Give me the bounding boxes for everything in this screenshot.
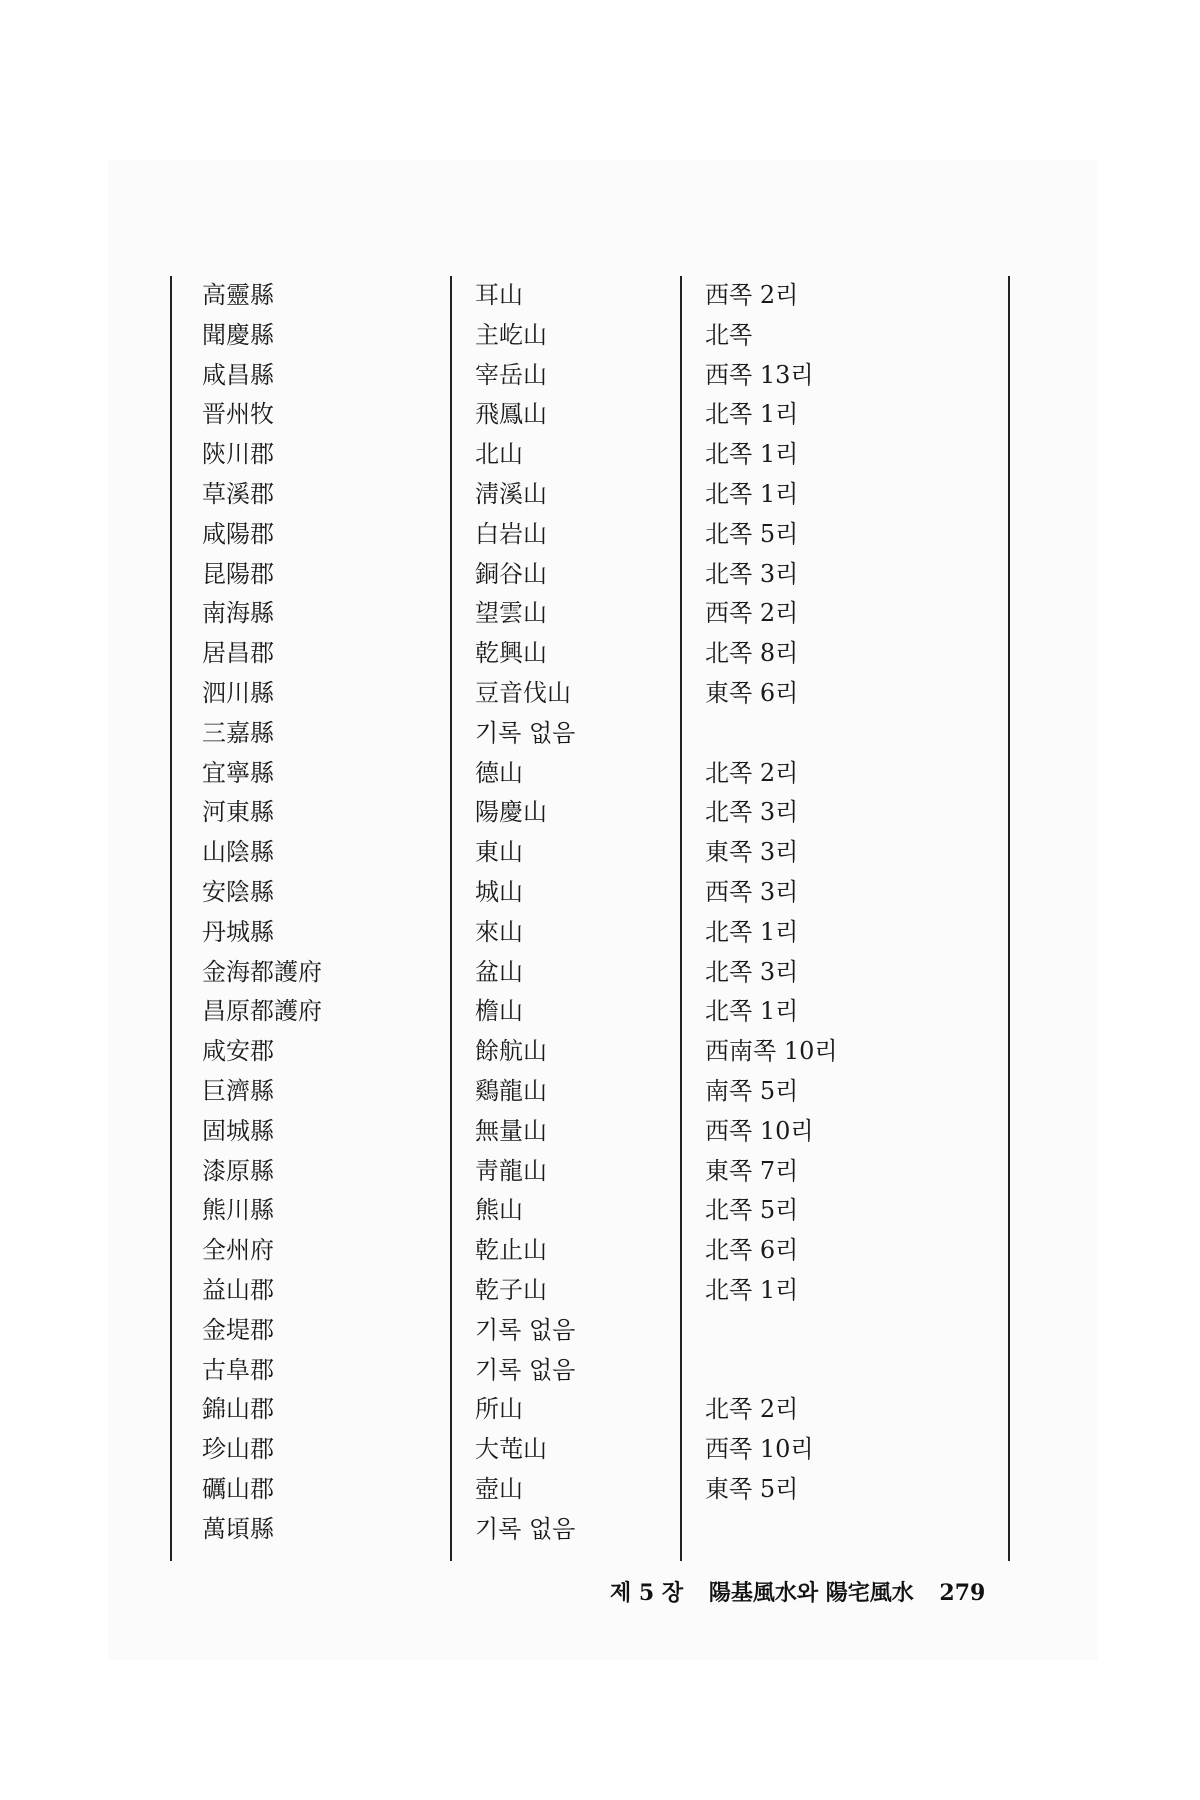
mountain-cell: 耳山: [475, 281, 523, 309]
county-cell: 居昌郡: [202, 639, 274, 668]
mountain-cell: 所山: [475, 1395, 523, 1424]
table-row: [170, 356, 1010, 396]
county-cell: 宜寧縣: [202, 758, 274, 787]
mountain-cell: 餘航山: [475, 1037, 547, 1066]
direction-cell: 北쪽 6리: [705, 1236, 799, 1265]
table-row: [170, 276, 1010, 316]
county-cell: 固城縣: [202, 1116, 274, 1145]
table-body: [170, 276, 1010, 1550]
mountain-cell: 北山: [475, 440, 523, 469]
direction-cell: 北쪽 2리: [705, 758, 799, 787]
mountain-cell: 기록 없음: [475, 1315, 576, 1344]
table-row: [170, 1231, 1010, 1271]
direction-cell: 北쪽 3리: [705, 798, 799, 827]
table-row: [170, 793, 1010, 833]
county-cell: 河東縣: [202, 798, 274, 827]
mountain-cell: 기록 없음: [475, 1355, 576, 1384]
direction-cell: 南쪽 5리: [705, 1076, 799, 1105]
county-cell: 山陰縣: [202, 838, 274, 867]
county-cell: 泗川縣: [202, 678, 274, 707]
direction-cell: 北쪽 5리: [705, 1196, 799, 1225]
table-row: [170, 913, 1010, 953]
mountain-cell: 東山: [475, 838, 523, 867]
mountain-cell: 乾止山: [475, 1236, 547, 1265]
county-cell: 古阜郡: [202, 1355, 274, 1384]
table-row: [170, 634, 1010, 674]
county-cell: 丹城縣: [202, 917, 274, 946]
county-cell: 珍山郡: [202, 1435, 274, 1464]
county-cell: 咸昌縣: [202, 360, 274, 389]
direction-cell: 北쪽 1리: [705, 917, 799, 946]
table-row: [170, 594, 1010, 634]
table-row: [170, 1271, 1010, 1311]
mountain-cell: 飛鳳山: [475, 400, 547, 429]
direction-cell: 西쪽 10리: [705, 1116, 814, 1145]
mountain-cell: 宰岳山: [475, 360, 547, 389]
mountain-cell: 기록 없음: [475, 1514, 576, 1543]
mountain-cell: 기록 없음: [475, 718, 576, 747]
direction-cell: 北쪽 1리: [705, 400, 799, 429]
county-cell: 昆陽郡: [202, 559, 274, 588]
mountain-cell: 城山: [475, 877, 523, 906]
county-cell: 草溪郡: [202, 479, 274, 508]
direction-cell: 北쪽 1리: [705, 1275, 799, 1304]
table-row: [170, 833, 1010, 873]
county-cell: 巨濟縣: [202, 1076, 274, 1105]
page-footer: [610, 1576, 985, 1607]
mountain-cell: 銅谷山: [475, 559, 547, 588]
table-row: [170, 1430, 1010, 1470]
table-row: [170, 475, 1010, 515]
direction-cell: 北쪽 8리: [705, 639, 799, 668]
direction-cell: 東쪽 6리: [705, 678, 799, 707]
mountain-cell: 來山: [475, 917, 523, 946]
mountain-cell: 鷄龍山: [475, 1076, 547, 1105]
county-cell: 晋州牧: [202, 400, 274, 429]
mountain-cell: 大芚山: [475, 1435, 547, 1464]
direction-cell: 西쪽 2리: [705, 599, 799, 628]
county-cell: 聞慶縣: [202, 320, 274, 349]
county-cell: 安陰縣: [202, 877, 274, 906]
page-number: 279: [939, 1580, 986, 1606]
table-row: [170, 316, 1010, 356]
mountain-cell: 壺山: [475, 1474, 523, 1503]
table-row: [170, 873, 1010, 913]
chapter-title: 陽基風水와 陽宅風水: [708, 1580, 914, 1606]
direction-cell: 北쪽 5리: [705, 519, 799, 548]
direction-cell: 西쪽 10리: [705, 1435, 814, 1464]
table-row: [170, 953, 1010, 993]
table-row: [170, 515, 1010, 555]
county-cell: 礪山郡: [202, 1474, 274, 1503]
mountain-cell: 無量山: [475, 1116, 547, 1145]
mountain-cell: 白岩山: [475, 519, 547, 548]
direction-cell: 北쪽 2리: [705, 1395, 799, 1424]
direction-cell: 西쪽 13리: [705, 360, 814, 389]
table-row: [170, 754, 1010, 794]
direction-cell: 西南쪽 10리: [705, 1037, 838, 1066]
mountain-cell: 豆音伐山: [475, 678, 571, 707]
mountain-cell: 盆山: [475, 957, 523, 986]
county-cell: 昌原都護府: [202, 997, 322, 1026]
table-row: [170, 1112, 1010, 1152]
mountain-cell: 靑龍山: [475, 1156, 547, 1185]
mountain-cell: 德山: [475, 758, 523, 787]
county-cell: 三嘉縣: [202, 718, 274, 747]
county-cell: 金海都護府: [202, 957, 322, 986]
mountain-cell: 望雲山: [475, 599, 547, 628]
table-row: [170, 1470, 1010, 1510]
direction-cell: 東쪽 3리: [705, 838, 799, 867]
direction-cell: 東쪽 5리: [705, 1474, 799, 1503]
table-row: [170, 674, 1010, 714]
table-row: [170, 714, 1010, 754]
mountain-cell: 檐山: [475, 997, 523, 1026]
county-cell: 咸安郡: [202, 1037, 274, 1066]
county-cell: 金堤郡: [202, 1315, 274, 1344]
direction-cell: 北쪽: [705, 320, 753, 349]
direction-cell: 北쪽 1리: [705, 479, 799, 508]
county-cell: 萬頃縣: [202, 1514, 274, 1543]
mountain-cell: 熊山: [475, 1196, 523, 1225]
table-row: [170, 1390, 1010, 1430]
county-cell: 熊川縣: [202, 1196, 274, 1225]
mountain-cell: 淸溪山: [475, 479, 547, 508]
table-row: [170, 1510, 1010, 1550]
mountain-cell: 乾子山: [475, 1275, 547, 1304]
table-row: [170, 1191, 1010, 1231]
direction-cell: 西쪽 2리: [705, 281, 799, 309]
direction-cell: 北쪽 1리: [705, 440, 799, 469]
location-table: [170, 276, 1010, 1561]
direction-cell: 北쪽 3리: [705, 957, 799, 986]
county-cell: 陝川郡: [202, 440, 274, 469]
direction-cell: 東쪽 7리: [705, 1156, 799, 1185]
table-row: [170, 1152, 1010, 1192]
county-cell: 全州府: [202, 1236, 274, 1265]
table-row: [170, 1311, 1010, 1351]
mountain-cell: 乾興山: [475, 639, 547, 668]
mountain-cell: 陽慶山: [475, 798, 547, 827]
county-cell: 南海縣: [202, 599, 274, 628]
mountain-cell: 主屹山: [475, 320, 547, 349]
county-cell: 咸陽郡: [202, 519, 274, 548]
county-cell: 高靈縣: [202, 281, 274, 309]
table-row: [170, 992, 1010, 1032]
direction-cell: 北쪽 3리: [705, 559, 799, 588]
chapter-label: 제 5 장: [610, 1580, 684, 1606]
table-row: [170, 1351, 1010, 1391]
table-row: [170, 1032, 1010, 1072]
county-cell: 漆原縣: [202, 1156, 274, 1185]
county-cell: 錦山郡: [202, 1395, 274, 1424]
direction-cell: 西쪽 3리: [705, 877, 799, 906]
county-cell: 益山郡: [202, 1275, 274, 1304]
table-row: [170, 395, 1010, 435]
table-row: [170, 555, 1010, 595]
table-row: [170, 1072, 1010, 1112]
table-row: [170, 435, 1010, 475]
direction-cell: 北쪽 1리: [705, 997, 799, 1026]
